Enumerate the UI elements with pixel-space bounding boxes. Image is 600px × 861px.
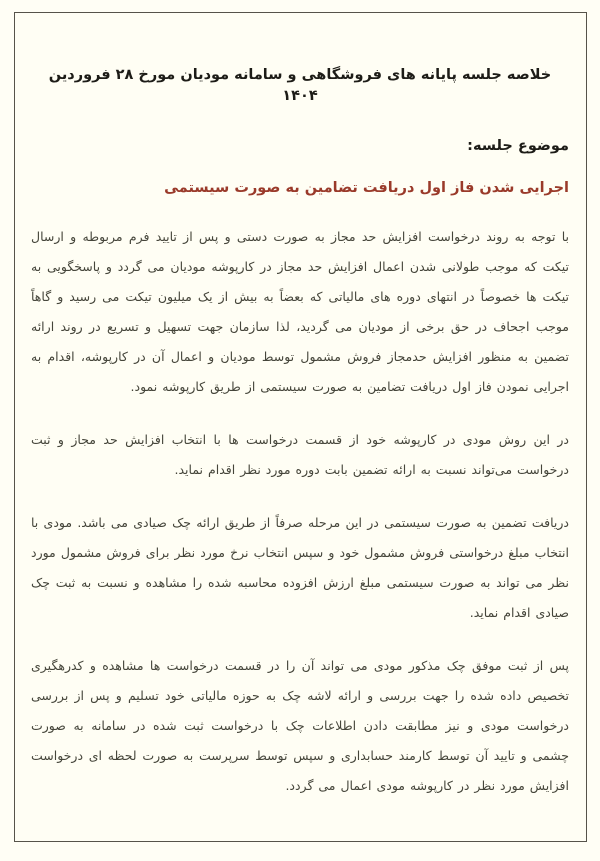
paragraph-1: با توجه به روند درخواست افزایش حد مجاز به صورت دستی و پس از تایید فرم مربوطه و ارسال تیکت که موجب طولانی شدن اعمال افزایش حد مجاز در کارپوشه مودیان می گردد و پاسخگویی به تیکت ها خصوصاً در انتهای دوره های مالیاتی که بعضاً به بیش از یک میلیون تیکت می رسید و گاهاً موجب اجحاف در حق برخی از مودیان می گردید، لذا سازمان جهت تسهیل و تسریع در روند ارائه تضمین به منظور افزایش حدمجاز فروش مشمول توسط مودیان و اعمال آن در کارپوشه، اقدام به اجرایی نمودن فاز اول دریافت تضامین به صورت سیستمی از طریق کارپوشه نمود. (31, 229, 569, 394)
subject-label: موضوع جلسه: (467, 138, 569, 154)
document-page-frame (14, 12, 587, 842)
paragraph-3: دریافت تضمین به صورت سیستمی در این مرحله صرفاً از طریق ارائه چک صیادی می باشد. مودی با انتخاب مبلغ درخواستی فروش مشمول خود و سپس انتخاب نرخ مورد نظر برای فروش مشمول مورد نظر می تواند به صورت سیستمی مبلغ ارزش افزوده محاسبه شده را مشاهده و نسبت به ثبت چک صیادی اقدام نماید. (31, 515, 569, 620)
document-title: خلاصه جلسه پایانه های فروشگاهی و سامانه مودیان مورخ ۲۸ فروردین ۱۴۰۴ (48, 67, 552, 104)
paragraph-4: پس از ثبت موفق چک مذکور مودی می تواند آن را در قسمت درخواست ها مشاهده و کدرهگیری تخصیص داده شده را جهت بررسی و ارائه لاشه چک به حوزه مالیاتی خود تسلیم و پس از بررسی درخواست مودی و نیز مطابقت دادن اطلاعات چک با درخواست ثبت شده در سامانه به صورت چشمی و تایید آن توسط کارمند حسابداری و سپس توسط سرپرست به صورت لحظه ای درخواست افزایش مورد نظر در کارپوشه مودی اعمال می گردد. (31, 658, 569, 793)
section-heading: اجرایی شدن فاز اول دریافت تضامین به صورت سیستمی (164, 180, 569, 196)
paragraph-2: در این روش مودی در کارپوشه خود از قسمت درخواست ها با انتخاب افزایش حد مجاز و ثبت درخواست می‌تواند نسبت به ارائه تضمین بابت دوره مورد نظر اقدام نماید. (31, 432, 569, 477)
